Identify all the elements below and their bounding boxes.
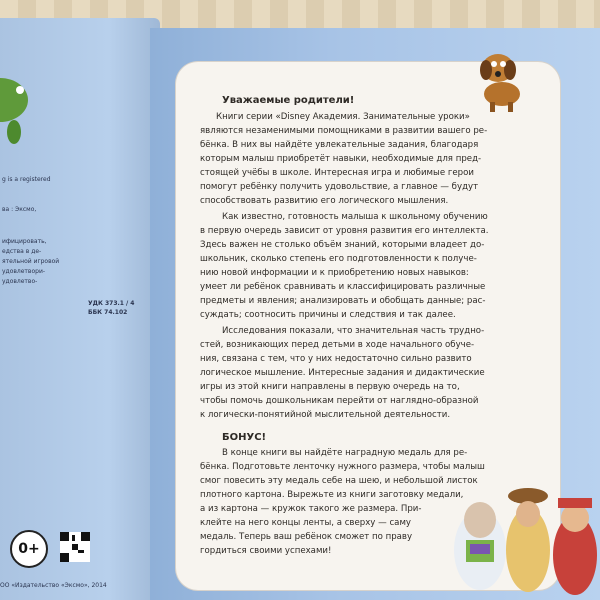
- bonus-line: медаль. Теперь ваш ребёнок сможет по праву: [200, 532, 413, 542]
- paragraph-line: Здесь важен не столько объём знаний, которыми владеет до-: [200, 240, 485, 250]
- paragraph-line: умеет ли ребёнок сравнивать и классифицировать различные: [200, 282, 486, 292]
- left-page-line: ва : Эксмо,: [2, 206, 37, 213]
- paragraph-line: игры из этой книги направлены в первую очередь на то,: [200, 382, 460, 392]
- paragraph-line: суждать; соотносить причины и следствия и так далее.: [200, 310, 456, 320]
- copyright-line: ОО «Издательство «Эксмо», 2014: [0, 582, 107, 589]
- paragraph-line: бёнка. В них вы найдёте увлекательные задания, благодаря: [200, 140, 479, 150]
- bonus-line: а из картона — кружок такого же размера. При-: [200, 504, 422, 514]
- bbk-code: ББК 74.102: [88, 309, 128, 316]
- left-page-line: ифицировать,: [2, 238, 47, 245]
- panel-heading: Уважаемые родители!: [222, 95, 355, 106]
- left-page-line: g is a registered: [2, 176, 51, 183]
- paragraph-line: которым малыш приобретёт навыки, необходимые для пред-: [200, 154, 482, 164]
- qr-code-icon: [60, 532, 90, 562]
- bonus-line: бёнка. Подготовьте ленточку нужного размера, чтобы малыш: [200, 462, 485, 472]
- left-page-line: удовлетво-: [2, 278, 38, 285]
- bonus-line: гордиться своими успехами!: [200, 546, 332, 556]
- paragraph-line: являются незаменимыми помощниками в развитии вашего ре-: [200, 126, 488, 136]
- bonus-line: смог повесить эту медаль себе на шею, и небольшой листок: [200, 476, 478, 486]
- paragraph-line: чтобы помочь дошкольникам перейти от наглядно-образной: [200, 396, 479, 406]
- bonus-line: В конце книги вы найдёте наградную медаль для ре-: [222, 448, 468, 458]
- udk-code: УДК 373.1 / 4: [88, 300, 135, 307]
- left-page-line: ятельной игровой: [2, 258, 60, 265]
- paragraph-line: ния, связана с тем, что у них недостаточно сильно развито: [200, 354, 472, 364]
- paragraph-line: Как известно, готовность малыша к школьному обучению: [222, 212, 488, 222]
- left-page-line: едства в де-: [2, 248, 42, 255]
- paragraph-line: Исследования показали, что значительная часть трудно-: [222, 326, 485, 336]
- slinky-dog-illustration: [470, 44, 540, 116]
- green-dinosaur-illustration: [0, 60, 40, 150]
- left-page-line: удовлетвори-: [2, 268, 46, 275]
- paragraph-line: предметы и явления; анализировать и обобщать данные; рас-: [200, 296, 486, 306]
- paragraph-line: Книги серии «Disney Академия. Занимательные уроки»: [216, 112, 470, 122]
- paragraph-line: школьник, сколько степень его подготовленности к получе-: [200, 254, 477, 264]
- bonus-line: клейте на него концы ленты, а сверху — саму: [200, 518, 412, 528]
- paragraph-line: нию новой информации и к приобретению новых навыков:: [200, 268, 469, 278]
- paragraph-line: стоящей учёбы в школе. Интересная игра и любимые герои: [200, 168, 474, 178]
- bonus-line: плотного картона. Вырежьте из книги заготовку медали,: [200, 490, 464, 500]
- bonus-heading: БОНУС!: [222, 432, 267, 443]
- paragraph-line: логическое мышление. Интересные задания и дидактические: [200, 368, 485, 378]
- paragraph-line: способствовать развитию его логического мышления.: [200, 196, 449, 206]
- paragraph-line: в первую очередь зависит от уровня развития его интеллекта.: [200, 226, 489, 236]
- toy-story-characters-illustration: [440, 470, 600, 600]
- paragraph-line: к логически-понятийной мыслительной деятельности.: [200, 410, 451, 420]
- age-rating-badge: 0+: [10, 530, 48, 568]
- paragraph-line: стей, возникающих перед детьми в ходе начального обуче-: [200, 340, 475, 350]
- paragraph-line: помогут ребёнку получить удовольствие, а главное — будут: [200, 182, 479, 192]
